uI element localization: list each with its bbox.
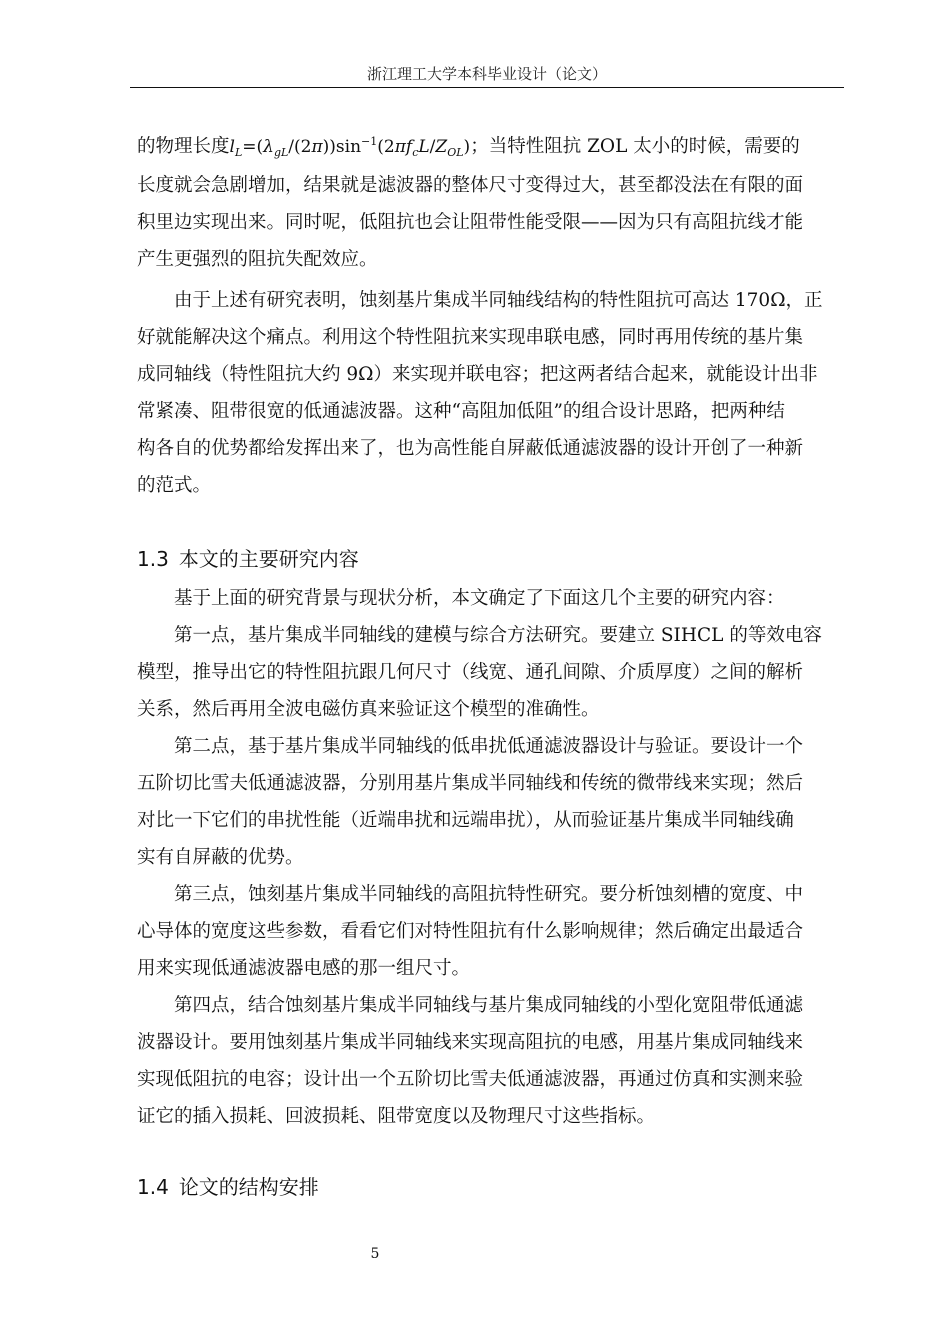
formula-suffix: ；当特性阻抗 ZOL 太小的时候，需要的 <box>470 136 800 157</box>
paragraph-line: 第二点，基于基片集成半同轴线的低串扰低通滤波器设计与验证。要设计一个 <box>174 736 804 757</box>
formula-prefix: 的物理长度 <box>137 136 230 157</box>
paragraph-line: 好就能解决这个痛点。利用这个特性阻抗来实现串联电感，同时再用传统的基片集 <box>137 327 804 348</box>
section-title: 本文的主要研究内容 <box>178 547 359 571</box>
paragraph-1 <box>137 167 837 278</box>
paragraph-line: 由于上述有研究表明，蚀刻基片集成半同轴线结构的特性阻抗可高达 170Ω，正 <box>174 290 823 311</box>
paragraph-line: 长度就会急剧增加，结果就是滤波器的整体尺寸变得过大，甚至都没法在有限的面 <box>137 175 804 196</box>
paragraph-line: 第一点，基片集成半同轴线的建模与综合方法研究。要建立 SIHCL 的等效电容 <box>174 625 822 646</box>
paragraph-line: 常紧凑、阻带很宽的低通滤波器。这种“高阻加低阻”的组合设计思路，把两种结 <box>137 401 785 422</box>
section-heading-1-3 <box>137 544 359 574</box>
length-formula: $l_L=(\lambda_{gL}/(2\pi))\sin^{-1}(2\pi f_cL/Z_{OL})$ <box>229 135 471 159</box>
page-number: 5 <box>370 1246 380 1262</box>
paragraph-line: 构各自的优势都给发挥出来了，也为高性能自屏蔽低通滤波器的设计开创了一种新 <box>137 438 804 459</box>
paragraph-line: 产生更强烈的阻抗失配效应。 <box>137 249 378 270</box>
paragraph-line: 成同轴线（特性阻抗大约 9Ω）来实现并联电容；把这两者结合起来，就能设计出非 <box>137 364 818 385</box>
paragraph-2 <box>137 282 837 504</box>
paragraph-line: 五阶切比雪夫低通滤波器，分别用基片集成半同轴线和传统的微带线来实现；然后 <box>137 773 804 794</box>
paragraph-line: 波器设计。要用蚀刻基片集成半同轴线来实现高阻抗的电感，用基片集成同轴线来 <box>137 1032 804 1053</box>
paragraph-line: 关系，然后再用全波电磁仿真来验证这个模型的准确性。 <box>137 699 600 720</box>
section-heading-1-4 <box>137 1172 319 1202</box>
paragraph-line: 第四点，结合蚀刻基片集成半同轴线与基片集成同轴线的小型化宽阻带低通滤 <box>174 995 804 1016</box>
header-rule <box>130 87 844 88</box>
paragraph-line: 实现低阻抗的电容；设计出一个五阶切比雪夫低通滤波器，再通过仿真和实测来验 <box>137 1069 804 1090</box>
section-title: 论文的结构安排 <box>178 1175 319 1199</box>
paragraph-line: 的范式。 <box>137 475 212 496</box>
section-intro: 基于上面的研究背景与现状分析，本文确定了下面这几个主要的研究内容： <box>174 588 785 609</box>
paragraph-line: 模型，推导出它的特性阻抗跟几何尺寸（线宽、通孔间隙、介质厚度）之间的解析 <box>137 662 804 683</box>
paragraph-line: 对比一下它们的串扰性能（近端串扰和远端串扰），从而验证基片集成半同轴线确 <box>137 810 794 831</box>
paragraph-line: 用来实现低通滤波器电感的那一组尺寸。 <box>137 958 471 979</box>
paragraph-line: 第三点，蚀刻基片集成半同轴线的高阻抗特性研究。要分析蚀刻槽的宽度、中 <box>174 884 804 905</box>
section-number: 1.4 <box>137 1175 169 1199</box>
paragraph-line: 积里边实现出来。同时呢，低阻抗也会让阻带性能受限——因为只有高阻抗线才能 <box>137 212 804 233</box>
paragraph-line: 心导体的宽度这些参数，看看它们对特性阻抗有什么影响规律；然后确定出最适合 <box>137 921 804 942</box>
paragraph-line: 证它的插入损耗、回波损耗、阻带宽度以及物理尺寸这些指标。 <box>137 1106 656 1127</box>
page-header: 浙江理工大学本科毕业设计（论文） <box>366 65 607 83</box>
formula-line <box>137 122 837 162</box>
section-1-3-body <box>137 580 837 1135</box>
paragraph-line: 实有自屏蔽的优势。 <box>137 847 304 868</box>
section-number: 1.3 <box>137 547 169 571</box>
